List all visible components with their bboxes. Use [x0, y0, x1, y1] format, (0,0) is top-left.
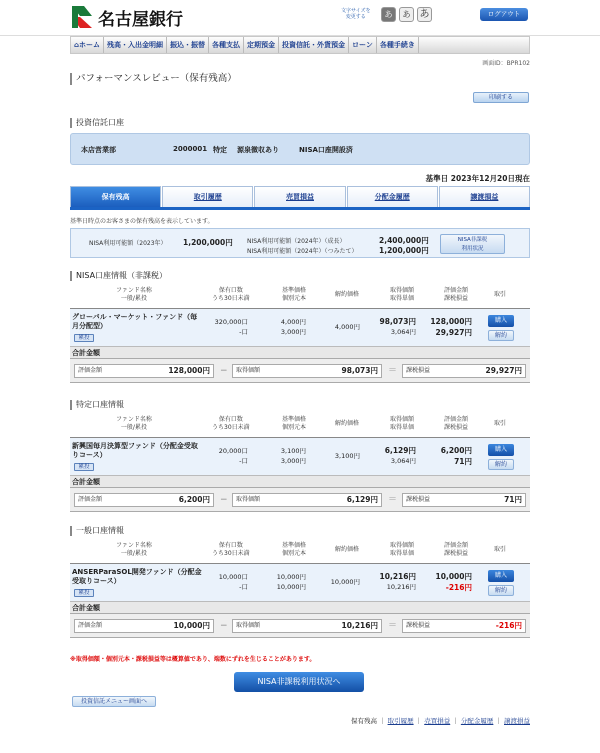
cancel-button[interactable]: 解約 — [488, 330, 514, 341]
unit-cost: 3,064円 — [390, 457, 416, 465]
column-headers: ファンド名称 一般/累投 保有口数 うち30日未満 基準価格 個別元本 解約価格 取得価額 取得単価 評価金額 課税損益 取引 — [70, 281, 530, 309]
nisa-2024-growth-value: 2,400,000円 — [379, 236, 429, 245]
font-large-button[interactable]: あ — [417, 7, 432, 22]
back-to-menu-button[interactable]: 投資信託メニュー画面へ — [72, 696, 156, 707]
cost: 10,216円 — [379, 572, 416, 581]
tab-history[interactable]: 取引履歴 — [162, 186, 253, 207]
total-row — [70, 614, 530, 638]
nisa-2023-value: 1,200,000円 — [183, 238, 233, 247]
unit-cost: 10,216円 — [386, 583, 416, 591]
footer-link-trade-gain[interactable]: 売買損益 — [424, 717, 451, 725]
principal: 3,000円 — [280, 457, 306, 465]
gain: 71円 — [454, 457, 472, 466]
fund-row — [70, 438, 530, 476]
gain: -216円 — [445, 583, 472, 592]
bank-name: 名古屋銀行 — [98, 10, 183, 30]
units: 320,000口 — [214, 318, 248, 326]
total-cost-box: 取得価額 6,129円 — [232, 493, 382, 507]
total-heading: 合計金額 — [70, 602, 530, 614]
total-row — [70, 359, 530, 383]
account-type: 特定 — [213, 146, 227, 154]
footer-link-dividend[interactable]: 分配金履歴 — [460, 717, 494, 725]
tab-trade-gain[interactable]: 売買損益 — [254, 186, 345, 207]
price: 4,000円 — [280, 318, 306, 326]
total-gain-box: 課税損益 29,927円 — [402, 364, 526, 378]
buy-button[interactable]: 購入 — [488, 315, 514, 327]
fund-name[interactable]: 新興国毎月決算型ファンド（分配金受取りコース） — [72, 442, 198, 459]
buy-button[interactable]: 購入 — [488, 570, 514, 582]
column-headers: ファンド名称 一般/累投 保有口数 うち30日未満 基準価格 個別元本 解約価格 取得価額 取得単価 評価金額 課税損益 取引 — [70, 536, 530, 564]
cancel-button[interactable]: 解約 — [488, 459, 514, 470]
nisa-2024-tsumitate-value: 1,200,000円 — [379, 246, 429, 255]
section-title: 特定口座情報 — [70, 400, 530, 410]
font-medium-button[interactable]: あ — [399, 7, 414, 22]
units-30: -口 — [239, 457, 248, 465]
minus-sign: − — [220, 366, 228, 376]
nav-investment[interactable]: 投資信託・外貨預金 — [279, 37, 349, 53]
font-size-label: 文字サイズを 変更する — [341, 8, 371, 20]
buy-button[interactable]: 購入 — [488, 444, 514, 456]
holdings-note: 基準日時点のお客さまの保有残高を表示しています。 — [70, 218, 214, 225]
footer-current: 保有残高 — [350, 717, 377, 725]
tab-transfer-gain[interactable]: 譲渡損益 — [439, 186, 530, 207]
nisa-section — [70, 271, 530, 383]
price: 10,000円 — [276, 573, 306, 581]
fund-row — [70, 309, 530, 347]
bank-logo-icon — [72, 6, 92, 28]
fund-name[interactable]: グローバル・マーケット・ファンド（毎月分配型） — [72, 313, 198, 330]
home-icon: ⌂ — [74, 41, 80, 49]
price: 3,100円 — [280, 447, 306, 455]
value: 6,200円 — [440, 446, 472, 455]
total-eval-box: 評価金額 128,000円 — [74, 364, 214, 378]
total-gain-box: 課税損益 -216円 — [402, 619, 526, 633]
footer-link-history[interactable]: 取引履歴 — [387, 717, 414, 725]
header — [0, 0, 600, 36]
units: 20,000口 — [218, 447, 248, 455]
tab-dividend[interactable]: 分配金履歴 — [347, 186, 438, 207]
print-button[interactable]: 印刷する — [473, 92, 529, 103]
nav-payments[interactable]: 各種支払 — [209, 37, 244, 53]
fund-name[interactable]: ANSERParaSOL開発ファンド（分配金受取りコース） — [72, 568, 202, 585]
redeem-price: 3,100円 — [334, 452, 360, 460]
gain: 29,927円 — [435, 328, 472, 337]
footer-link-transfer-gain[interactable]: 譲渡損益 — [504, 717, 530, 725]
nav-balance[interactable]: 残高・入出金明細 — [104, 37, 167, 53]
section-title: 一般口座情報 — [70, 526, 530, 536]
total-heading: 合計金額 — [70, 476, 530, 488]
warning-note: ※取得価額・個別元本・課税損益等は概算値であり、端数にずれを生じることがあります。 — [70, 656, 316, 663]
cancel-button[interactable]: 解約 — [488, 585, 514, 596]
screen-id: 画面ID：BPR102 — [482, 60, 530, 67]
total-row — [70, 488, 530, 512]
specific-section — [70, 400, 530, 512]
minus-sign: − — [220, 621, 228, 631]
nisa-2024-growth-label: NISA利用可能額（2024年）（成長） — [247, 238, 346, 245]
nav-home[interactable]: ⌂ホーム — [71, 37, 104, 53]
total-cost-box: 取得価額 10,216円 — [232, 619, 382, 633]
nisa-limit-box — [70, 228, 530, 258]
total-eval-box: 評価金額 10,000円 — [74, 619, 214, 633]
nav-transfer[interactable]: 振込・振替 — [167, 37, 209, 53]
nav-loan[interactable]: ローン — [349, 37, 377, 53]
nisa-2023-label: NISA利用可能額（2023年） — [89, 240, 167, 247]
nisa-status-button[interactable]: NISA非課税利用状況へ — [234, 672, 364, 692]
nisa-usage-button[interactable]: NISA非課税 利用状況 — [440, 234, 505, 254]
account-section-title: 投資信託口座 — [70, 118, 124, 128]
accumulation-tag: 累投 — [74, 589, 94, 597]
cost: 98,073円 — [379, 317, 416, 326]
value: 10,000円 — [435, 572, 472, 581]
redeem-price: 10,000円 — [330, 578, 360, 586]
font-small-button[interactable]: あ — [381, 7, 396, 22]
logout-button[interactable]: ログアウト — [480, 8, 528, 21]
nav-procedures[interactable]: 各種手続き — [377, 37, 419, 53]
total-cost-box: 取得価額 98,073円 — [232, 364, 382, 378]
equals-sign: ＝ — [388, 366, 398, 376]
column-headers: ファンド名称 一般/累投 保有口数 うち30日未満 基準価格 個別元本 解約価格 取得価額 取得単価 評価金額 課税損益 取引 — [70, 410, 530, 438]
equals-sign: ＝ — [388, 495, 398, 505]
principal: 3,000円 — [280, 328, 306, 336]
units-30: -口 — [239, 583, 248, 591]
cost: 6,129円 — [384, 446, 416, 455]
nisa-2024-tsumitate-label: NISA利用可能額（2024年）（つみたて） — [247, 248, 358, 255]
tab-holdings[interactable]: 保有残高 — [70, 186, 161, 207]
global-nav — [70, 36, 530, 54]
accumulation-tag: 累投 — [74, 463, 94, 471]
units: 10,000口 — [218, 573, 248, 581]
equals-sign: ＝ — [388, 621, 398, 631]
value: 128,000円 — [430, 317, 472, 326]
branch-name: 本店営業部 — [81, 146, 116, 154]
general-section — [70, 526, 530, 638]
total-heading: 合計金額 — [70, 347, 530, 359]
account-info — [70, 133, 530, 165]
units-30: -口 — [239, 328, 248, 336]
fund-row — [70, 564, 530, 602]
withholding-status: 源泉徴収あり — [237, 146, 279, 154]
account-number: 2000001 — [173, 145, 208, 153]
page-title: パフォーマンスレビュー（保有残高） — [70, 73, 237, 85]
base-date: 基準日 2023年12月20日現在 — [425, 174, 530, 183]
minus-sign: − — [220, 495, 228, 505]
accumulation-tag: 累投 — [74, 334, 94, 342]
redeem-price: 4,000円 — [334, 323, 360, 331]
principal: 10,000円 — [276, 583, 306, 591]
section-title: NISA口座情報（非課税） — [70, 271, 530, 281]
nisa-status: NISA口座開設済 — [299, 146, 353, 154]
tab-bar — [70, 186, 530, 210]
total-gain-box: 課税損益 71円 — [402, 493, 526, 507]
unit-cost: 3,064円 — [390, 328, 416, 336]
footer-links: 保有残高 ｜ 取引履歴 ｜ 売買損益 ｜ 分配金履歴 ｜ 譲渡損益 — [350, 717, 530, 725]
total-eval-box: 評価金額 6,200円 — [74, 493, 214, 507]
nav-time-deposit[interactable]: 定期預金 — [244, 37, 279, 53]
